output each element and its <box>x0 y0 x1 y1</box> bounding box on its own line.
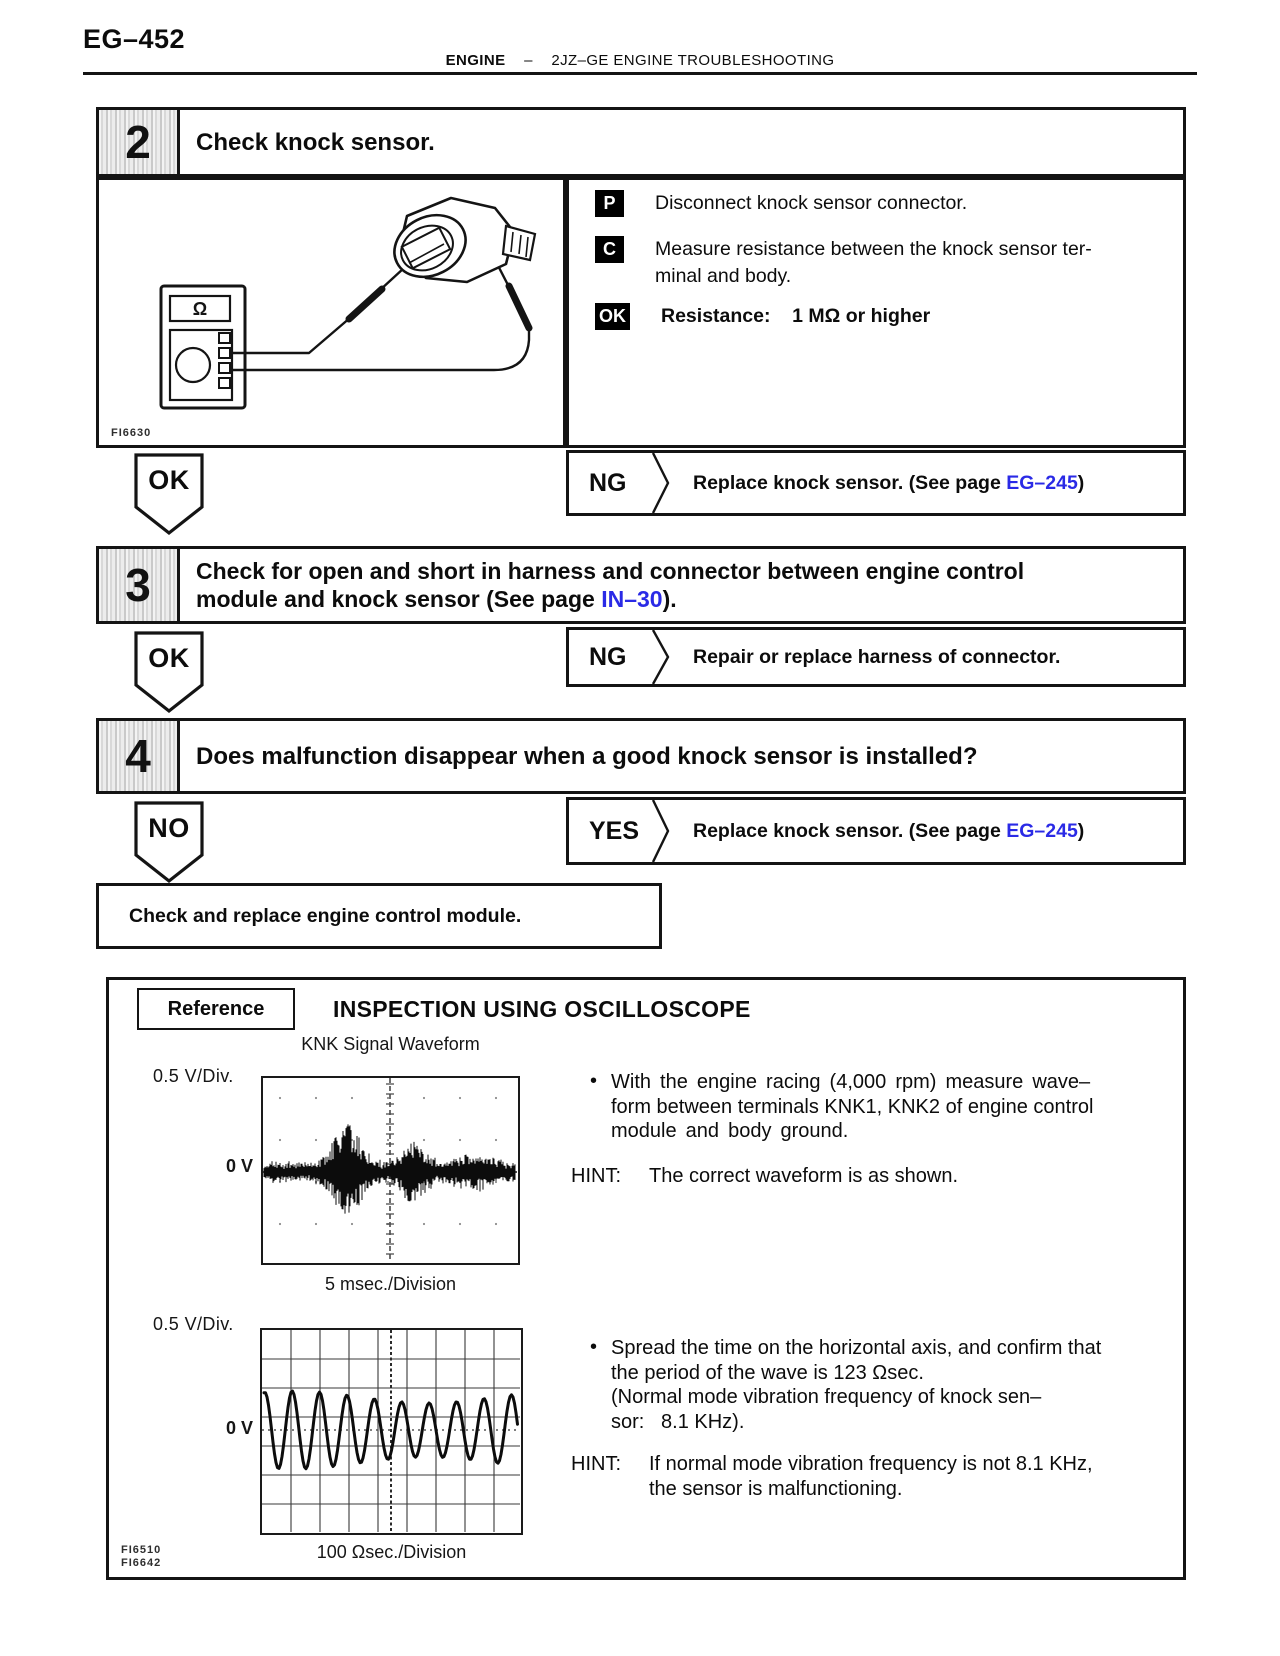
knk-sine-waveform <box>262 1330 520 1532</box>
running-head-section: ENGINE <box>445 52 506 69</box>
step3-number: 3 <box>99 549 180 621</box>
scope1-vdiv-label: 0.5 V/Div. <box>153 1066 234 1086</box>
step3-title-line2: module and knock sensor (See page IN–30). <box>196 586 677 612</box>
scope2-zero-label: 0 V <box>225 1418 253 1438</box>
ng-label: NG <box>589 468 627 497</box>
knock-sensor-illustration-box <box>96 177 566 448</box>
reference-label-box <box>137 988 295 1030</box>
yes-action-text: Replace knock sensor. (See page EG–245) <box>693 819 1085 842</box>
running-head <box>0 52 1280 69</box>
hint-text: The correct waveform is as shown. <box>649 1165 958 1187</box>
ok-label: OK <box>148 643 190 673</box>
hint-frequency: HINT: If normal mode vibration frequency is not 8.1 KHz, the sensor is malfunctioning. <box>571 1453 1093 1500</box>
ng-callout-step2 <box>566 450 1186 516</box>
no-label: NO <box>148 813 190 843</box>
oscilloscope-screen-2 <box>260 1328 523 1535</box>
result-box <box>96 883 662 949</box>
test-lead-2 <box>232 328 529 370</box>
step4-title: Does malfunction disappear when a good knock sensor is installed? <box>196 742 978 770</box>
bullet-spread-time: • Spread the time on the horizontal axis, and confirm that the period of the wave is 123 Ωsec. (Normal mode vibration frequency of knock sen– sor: 8.1 KHz). <box>590 1336 1102 1433</box>
ng-callout-step3 <box>566 627 1186 687</box>
step3-header <box>96 546 1186 624</box>
directive-row-measure <box>595 236 1163 289</box>
hint-label: HINT: <box>571 1165 621 1187</box>
ok-badge: OK <box>595 303 630 330</box>
bullet-icon: • <box>590 1070 598 1092</box>
directive-text: Measure resistance between the knock sensor ter- minal and body. <box>655 238 1092 287</box>
figure-code: FI6510 <box>121 1544 162 1556</box>
step4-number: 4 <box>99 721 180 791</box>
chevron-right-icon <box>651 800 671 862</box>
running-head-dash: – <box>524 52 533 69</box>
step2-directives-box <box>566 177 1186 448</box>
yes-label: YES <box>589 816 640 845</box>
ok-arrow-step3 <box>133 630 205 714</box>
result-text: Check and replace engine control module. <box>129 904 522 927</box>
ok-label: OK <box>148 465 190 495</box>
reference-section <box>106 977 1186 1580</box>
figure-code: FI6630 <box>111 427 152 439</box>
probe-tip-1 <box>380 268 404 290</box>
step4-header <box>96 718 1186 794</box>
probe-handle-1 <box>349 289 382 319</box>
ng-action-text: Repair or replace harness of connector. <box>693 645 1061 668</box>
bullet-measure-waveform: • With the engine racing (4,000 rpm) measure wave– form between terminals KNK1, KNK2 of engine control module and body ground. <box>590 1070 1094 1142</box>
running-head-title: 2JZ–GE ENGINE TROUBLESHOOTING <box>551 52 835 69</box>
prepare-badge: P <box>595 190 624 217</box>
no-arrow-step4 <box>133 800 205 884</box>
check-badge: C <box>595 236 624 263</box>
step2-header <box>96 107 1186 177</box>
page-link-eg245[interactable]: EG–245 <box>1006 471 1078 494</box>
multimeter-knock-sensor-drawing <box>99 180 563 445</box>
scope2-timebase-label: 100 Ωsec./Division <box>316 1542 467 1562</box>
ng-action-text: Replace knock sensor. (See page EG–245) <box>693 471 1085 494</box>
header-rule <box>83 72 1197 75</box>
chevron-right-icon <box>651 630 671 684</box>
scope2-vdiv-label: 0.5 V/Div. <box>153 1314 234 1334</box>
step3-title-line1: Check for open and short in harness and connector between engine control <box>196 558 1025 584</box>
ok-arrow-step2 <box>133 452 205 536</box>
scope1-timebase-label: 5 msec./Division <box>324 1274 457 1294</box>
directive-row-disconnect <box>595 190 1163 217</box>
page-link-eg245[interactable]: EG–245 <box>1006 819 1078 842</box>
directive-row-resistance <box>595 303 1163 330</box>
reference-title: INSPECTION USING OSCILLOSCOPE <box>333 996 751 1022</box>
step2-number: 2 <box>99 110 180 174</box>
reference-label: Reference <box>167 997 265 1020</box>
test-lead-1 <box>232 317 351 353</box>
chevron-right-icon <box>651 453 671 513</box>
hint-correct-waveform <box>571 1164 1181 1189</box>
page-number: EG–452 <box>83 24 186 54</box>
page-link-in30[interactable]: IN–30 <box>601 586 663 612</box>
knk-noise-waveform <box>263 1078 517 1262</box>
ng-label: NG <box>589 642 627 671</box>
yes-callout-step4 <box>566 797 1186 865</box>
step2-title: Check knock sensor. <box>196 128 435 156</box>
figure-code: FI6642 <box>121 1557 162 1569</box>
figure-codes <box>121 1544 161 1570</box>
ohm-symbol: Ω <box>192 299 208 319</box>
scope1-title: KNK Signal Waveform <box>301 1034 480 1054</box>
probe-handle-2 <box>509 286 529 328</box>
directive-spec-text: Resistance: 1 MΩ or higher <box>661 305 931 327</box>
oscilloscope-screen-1 <box>261 1076 520 1265</box>
scope1-zero-label: 0 V <box>225 1156 253 1176</box>
hint-label: HINT: <box>571 1453 621 1475</box>
bullet-icon: • <box>590 1336 598 1358</box>
knock-sensor-drawing <box>384 198 535 289</box>
directive-text: Disconnect knock sensor connector. <box>655 192 968 214</box>
